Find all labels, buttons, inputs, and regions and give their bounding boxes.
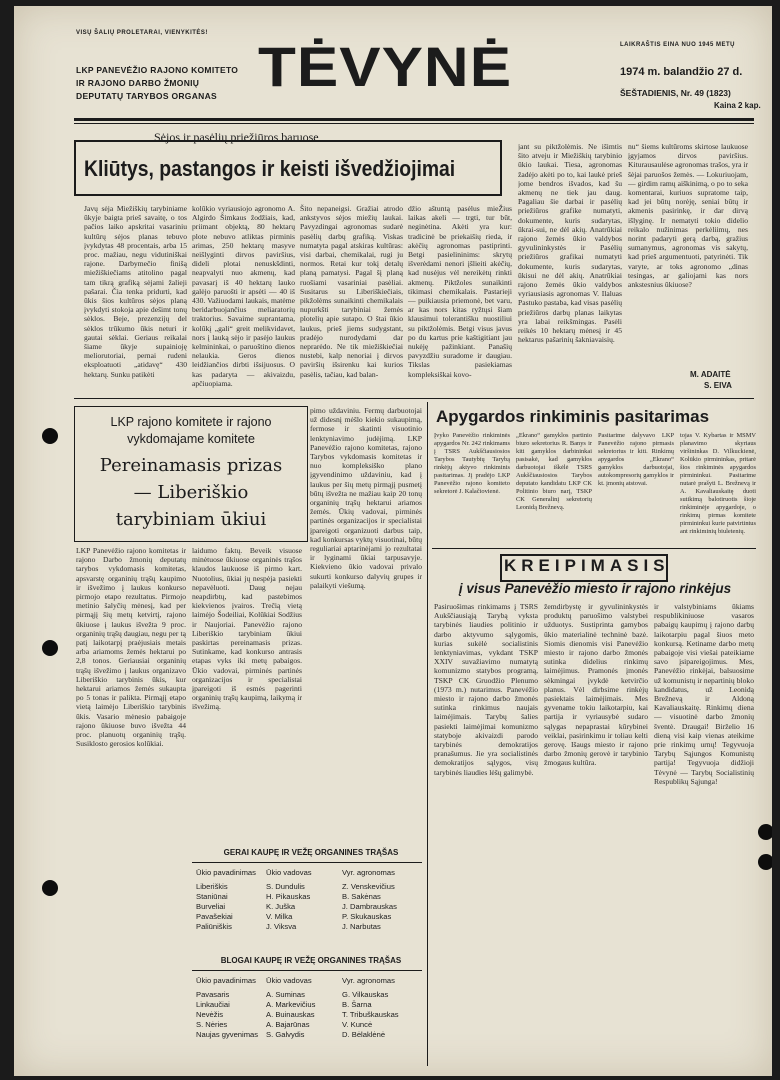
- table-row: [192, 990, 403, 1000]
- table-cell: S. Nėries: [196, 1020, 228, 1029]
- article1-col1: Javų sėja Miežiškių tarybiniame ūkyje baigta prieš savaitę, o tos pačios laiko apskritai vasariniu kultūrų sėjos planas tebuvo įvykdytas 48 procentais, arba 15 proc. mažiau, negu vidutiniškai rajone. Darbymečio finišą miežiškiečiams atitolino pagal tam tikrą grafiką sėjami žalieji pašarai. Čia tenka pridurti, kad ūkis šios kultūros sėjos planą įvykdyti stokoja apie dešimt tonų sėklos. Beje, prezenzijų del sėklos trūkumo ūkis neturi ir gautai sėklai. Geriaus reikalai šiame ūkyje supainioję meliorutoriai, pernai rudeni eksploatuoti „atidavę“ 430 hektarų. Sunku patikėti: [84, 204, 187, 379]
- article2-col3: pimo uždaviniu. Fermų darbuotojai už didesnį mėšlo kiekio sukaupimą, fermose ir skatinti visuotinio lenktyniavimo judėjimą. LKP Panevėžio rajono komitetas, rajono Tarybos vykdomasis komitetas ir nuo kompleksiško plano įgyvendinimo uždaviniu, kad į laukus per šių metų pirmąjį pusmetį būtų išvežta ne mažiau kaip 20 tonų organinių trąšų hektarui ariamos žemės. Ūkių vadovai, pirminės partinės organizacijos ir specialistai įpareigoti organizuoti darbus taip, kad konkursas vyktų visuotinai, būtų reguliariai aptarinėjami jo rezultatai ir lyginami ūkiai tarpusavyje. Kiekvieno ūkio vadovai privalo sukurti konkurso dalyvių grupes ir palaikyti viešumą.: [310, 406, 422, 590]
- table-row: [192, 1030, 403, 1040]
- punch-hole: [758, 854, 772, 870]
- table-header-agro: Vyr. agronomas: [342, 868, 395, 877]
- article3-col2: „Ekrano“ gamyklos partinio biuro sekretorius R. Banys ir kiti gamyklos darbininkai pasisakė, kad gamyklos darbuotojai iškėlė TSRS Aukščiausiosios Tarybos deputato kandidatu LKP CK Politinio biuro narį, TSKP CK Generalinį sekretorių Leonidą Brežnevą.: [516, 432, 592, 511]
- table-row: [192, 902, 401, 912]
- table-cell: V. Kuncė: [342, 1020, 373, 1029]
- article2-headline-line: Pereinamasis prizas: [99, 455, 283, 476]
- article2-headline-line: tarybiniam ūkiui: [115, 509, 267, 530]
- table-row: [192, 1010, 403, 1020]
- table-cell: J. Viksva: [266, 922, 297, 931]
- table-cell: S. Galvydis: [266, 1030, 305, 1039]
- table-cell: A. Buinauskas: [266, 1010, 315, 1019]
- table-cell: P. Skukauskas: [342, 912, 392, 921]
- table-cell: Linkaučiai: [196, 1000, 230, 1009]
- masthead-price: Kaina 2 kap.: [714, 101, 761, 110]
- table-cell: Naujas gyvenimas: [196, 1030, 259, 1039]
- org-line: LKP PANEVĖŽIO RAJONO KOMITETO: [76, 65, 239, 75]
- table-cell: Liberiškis: [196, 882, 228, 891]
- table-rule: [192, 862, 422, 863]
- article3-col4: tojas V. Kybartas ir MSMV planavimo skyriaus viršininkas D. Vilkuckienė, Kolūkio pirmininkas, pritarė šios rinkiminės apygardos pirmininkui. Pasitarime nutarė prašyti L. Brežnevą ir A. Kavaliauskaitę duoti sutikimą balotiruotis šioje rinkiminėje apygardoje, o rinkimų pirmas komitete pirmininkui kurie patvirtintus ant rinkiminių biuletenių.: [680, 432, 756, 535]
- table-cell: A. Markevičius: [266, 1000, 316, 1009]
- table-header-farm: Ūkio pavadinimas: [196, 976, 256, 985]
- table-header-agro: Vyr. agronomas: [342, 976, 395, 985]
- table-cell: S. Dundulis: [266, 882, 305, 891]
- table-cell: D. Bėlaklėnė: [342, 1030, 386, 1039]
- section-rule: [74, 398, 754, 399]
- table-cell: V. Milka: [266, 912, 293, 921]
- article1-sign1: M. ADAITĖ: [690, 370, 731, 379]
- masthead-org: [76, 64, 266, 103]
- article4-headline: KREIPIMASIS: [504, 556, 670, 575]
- table-cell: A. Bajarūnas: [266, 1020, 310, 1029]
- article1-col4: džio aštuntą pasėlus mieŽius laikas akeli — trgti, tur būt, neginėtina. Akėti yra kur: tradicinė be priekaišių rieda, ir akėčių agronomas pastiprinti. Betgi pasielininims: skrytų išverėdami nenori įšlieiti akėčių, kad nusėjus vėl nereikėtų rinkti akmenų. Piktžoles sunaikinti tikimasi chemikalais. Pastarieji — puikiausia priemonė, bet varu, ar kas nors kitas ryžtųsi šiam klausimui tolerantišku nuostiliui su piktžolėmis. Betgi visus javus po du kartus prie kaštigitiant jau nukėję pažinkiant. Panašių pavyzdžiu suradome ir daugiau. Tikslas pasiekiamas kompleksiškai kovo-: [408, 204, 512, 379]
- table-cell: H. Pikauskas: [266, 892, 311, 901]
- masthead-slogan: VISŲ ŠALIŲ PROLETARAI, VIENYKITĖS!: [76, 30, 208, 36]
- masthead-title: TĖVYNĖ: [258, 36, 513, 99]
- good-table: [192, 868, 401, 932]
- punch-hole: [42, 880, 58, 896]
- masthead-rule: [74, 123, 754, 124]
- table-row: [192, 1000, 403, 1010]
- table-row: [192, 912, 401, 922]
- article2-headline-line: — Liberiškio: [133, 482, 249, 503]
- article2-intro-line: vykdomajame komitete: [127, 432, 255, 446]
- article1-col6: nu“ šiems kultūroms skirtose laukuose įgyjamos dirvos paviršius. Kiturausaulėse agronomas trašos, yra ir šėjai paruošos žemės. — Lokuriuojam, — girdim ramų aiškinimą, o po to seka komentarai, kuriuos supratome taip, kad jei būtų norėję, seniai būtų ir akmenis pasirinkę, ir dar dirvą išlyginę. Ir nematyti tokio didelio reikalo nužinimas perkėliimų, nes norint padaryti gerą darbą, gražius sumanymus, agronomas vis sakytų, kad prieš argumentuoti, patyrinėti. Tik varyte, ar toks agronomo „dinas tesingas, ar galiojami kas nors ankstesnius ūkiuose?: [628, 142, 748, 290]
- column-divider: [427, 402, 428, 1066]
- newspaper-page: [14, 6, 772, 1076]
- article1-headline: Kliūtys, pastangos ir keisti išvedžiojimai: [84, 156, 456, 181]
- table-cell: A. Suminas: [266, 990, 305, 999]
- masthead-founded: LAIKRAŠTIS EINA NUO 1945 METŲ: [620, 42, 735, 48]
- article4-col1: Pasiruošimas rinkimams į TSRS Aukščiausiąją Tarybą vyksta tarybinės liaudies politinio ir darbo aktyvumo sąlygomis, kurias sukėlė socialistinis lenktyniavimas, vykdant TSKP XXIV suvažiavimo numatytą komunizmo statybos programą, TSKP CK Gruodžio Plenumo (1973 m.) nutarimus. Panevėžio miesto ir rajono darbo žmonės sutinka rinkimus naujais laimėjimais. Tarybų šalies pasiekti laimėjimai komunizmo statyboje akivaizdi parodo tarybinės demokratijos pranašumus. Jie yra socialistinės demokratijos sąlygos, visų tarybinės liaudies lėšų galimybė.: [434, 602, 538, 777]
- article2-headline: [78, 452, 304, 533]
- good-table-title: GERAI KAUPĘ IR VEŽĘ ORGANINES TRĄŠAS: [223, 848, 399, 857]
- article3-col3: Pasitarime dalyvavo LKP Panevėžio rajono pirmasis sekretorius ir kiti. Rinkimų apygardos „Ekrano“ gamyklos darbuotojai, autokompresorių gamyklos ir kt. įmonių atstovai.: [598, 432, 674, 487]
- article2-col1: LKP Panevėžio rajono komitetas ir rajono Darbo žmonių deputatų tarybos vykdomasis komitetas, apsvarstę organinių trąšų kaupimo ir išvežimo į laukus konkurso pirmojo etapo rezultatus. Pirmojo metinio šalyčių mėnesį, kad per pirmąjį šių metų ketvirtį, rajono ūkiuose į laukus išvežta 9 proc. organinių trąšų daugiau, negu per tą patį laikotarpį praėjusiais metais arba ariamoms žemės hektarui po 2,8 tonos. Geriausiai organinių trąšų išvežimo į laukus organizavo Liberiškio tarybinis ūkis, kur hektarui ariamos žemės sukaupta po 5 tonas ir palikta. Pirmąjį etapo vietą laimėjo Liberiškio tarybinis ūkis. Vasario mėnesio pabaigoje rajono ūkiuose buvo išvežta 44 proc. planuotų organinių trąšų. Susiklosto gerosios kolūkiai.: [76, 546, 186, 749]
- bad-table-header: [192, 976, 403, 986]
- article1-sign2: S. EIVA: [704, 381, 732, 390]
- table-cell: Pavasaris: [196, 990, 230, 999]
- masthead-issue: ŠEŠTADIENIS, Nr. 49 (1823): [620, 88, 731, 98]
- table-cell: Pavašekiai: [196, 912, 233, 921]
- table-header-head: Ūkio vadovas: [266, 868, 312, 877]
- punch-hole: [42, 640, 58, 656]
- article4-col3: ir valstybiniams ūkiams respublikiniuose vasaros pabaigų kaupimų į rajono darbų laikotarpiu pagal šiuos meto konkursą. Ketiname darbo metų pabaigoje visi viešai pateikiame savo įsipareigojimus. Mes, Panevėžio rinkėjai, balsuosime už komunistų ir nepartinių bloko kandidatus, už Leonidą Brežnevą ir Aldoną Kavaliauskaitę. Rinkimų diena — visuotinė darbo žmonių šventė. Draugai! Birželio 16 dieną visi kaip vienas ateikime prie rinkimų urnų! Tegyvuoja Tarybų Sąjungos Komunistų partija! Tegyvuoja didžioji Tėvynė — Tarybų Socialistinių Respublikų Sąjunga!: [654, 602, 754, 786]
- article3-col1: Įvyko Panevėžio rinkiminės apygardos Nr. 242 rinkimams į TSRS Aukščiausiosios Tarybos Tautybių Tarybą rinkėjų aktyvo rinkiminis pasitarimas. Jį pradėjo LKP Panevėžio rajono komiteto sekretorė J. Kalačiovienė.: [434, 432, 510, 495]
- table-rule: [192, 970, 422, 971]
- article2-intro: [78, 414, 304, 448]
- table-cell: B. Šarna: [342, 1000, 372, 1009]
- bad-table: [192, 976, 403, 1040]
- article1-col5: jant su piktžolėmis. Ne išimtis šito atveju ir Miežiškių tarybinio ūkio laukai. Tiesa, agronomas žadėjo akėti po to, kai laukė prieš jome bendros išvados, kad šu akmenų ne tiek jau daug. Pagaliau šie darbai ir pasėlių priežiūros grafike numatyti, dokumente, kuris sudarytas, ūkrai-sui, ne dėl akių. Anatrūkiai rajono žemės ūkio valdybos gyvulininkystės ir Pasėlių priežiūros grafikai numatyti dokumente, kuris sudarytas, ūkisui ne dėl akių. Anatrūkiai rajono žemės ūkio valdybos vyriausiasis agronomas V. Ilaluas Pastuko pastaba, kad visas pasėlių priežiūros darbų planas laikytas yra labai reikšmingas. Pasėli reikės 10 hektarų mėnesį ir 45 hektarus pašarinių šakniavaisių.: [518, 142, 622, 345]
- table-row: [192, 892, 401, 902]
- table-row: [192, 882, 401, 892]
- article2-col2: laidumo faktų. Beveik visuose minėtuose ūkiuose organinės trąšos klaudos laukuose iš pirmo kart. Nuotolius, ūkiai jų nespėja pasiekti nepavėluoti. Daug nejau neapdirbtų, kad pastebimos kiekvienos įvairos. Trečią vietą laimėjo Šodeiliai, Kolūkiai Sodžius ir Naujoriai. Panevėžio rajono Liberiškio tarybiniam ūkiui paskirtas pereinamasis prizas. Sutinkame, kad konkurso antrasis etapas vyks iki metų pabaigos. Ūkio vadovai, pirminės partinės organizacijos ir specialistai įpareigoti iš esmės pagerinti organinių trąšų kaupimą, laikymą ir išvežimą.: [192, 546, 302, 712]
- article1-col2: kolūkio vyriausiojo agronomo A. Algirdo Šimkaus žodžiais, kad, priimant objektą, 80 hektarų plote nebuvo atliktas pirminis arimas, 250 hektarų masyve neišlyginti dirvos paviršius, dideli plotai nenuskšdinti, neapvalyti nuo akmenų, kad pavasarį iš 40 hektarų lauko galėjo paruošti ir apsėti — 40 iš 430. Važiuodami laukais, matėme beridarbuojančius meliaratorių traktorius. Savaime suprantama, kolūkį „gali“ greit melikvidavet, nors į lauką sėjo ir pasėjo laukus kelmininkai, o paruoštino dienos nelaukia. Geros dienos leidžiančios dirbti išsijuosus. O kas padaryta — akivaizdu, apčiuopiama.: [192, 204, 295, 388]
- table-cell: Paliūniškis: [196, 922, 232, 931]
- masthead-date: 1974 m. balandžio 27 d.: [620, 66, 743, 78]
- punch-hole: [758, 824, 772, 840]
- table-cell: T. Tribuškauskas: [342, 1010, 399, 1019]
- punch-hole: [42, 428, 58, 444]
- table-row: [192, 922, 401, 932]
- table-row: [192, 1020, 403, 1030]
- table-cell: Staniūnai: [196, 892, 228, 901]
- table-cell: Z. Venskevičius: [342, 882, 395, 891]
- section-rule: [432, 548, 756, 549]
- good-table-header: [192, 868, 401, 878]
- table-cell: J. Dambrauskas: [342, 902, 397, 911]
- bad-table-title: BLOGAI KAUPĘ IR VEŽĘ ORGANINES TRĄŠAS: [220, 956, 402, 965]
- table-cell: K. Juška: [266, 902, 296, 911]
- masthead-rule: [74, 118, 754, 121]
- article4-subhead: į visus Panevėžio miesto ir rajono rinkėjus: [458, 581, 732, 596]
- article1-col3: Šito nepaneigsi. Gražiai atrodo ankstyvos sėjos miežių laukai. Pavyzdingai agronomas sudarė pasėlių darbų grafiką. Viskas numatyta pagal atskiras kultūras: visi darbai, chemikalai, rugi ju normos. Retai kur tokį detalų planą pamatysi. Pagal šį planą ruošiami vasariniai pasėliai. Susitarus su Liberiškiečiais, pikžolėms sunaikinti chemikalais nupurkšti tarybiniai žemės plotelių apie sutapo. O štai ūkio laukus, prieš jiems sudygstant, pradėjo nurodydami dar neprarėdo. Ne tik miežiškiečiai nustebi, kalp nenoriai į dirvos paviršių išsirenku kai kurios pasėlis, tačiau, kad balan-: [300, 204, 403, 379]
- table-cell: B. Sakėnas: [342, 892, 381, 901]
- article4-col2: žemdirbystę ir gyvulininkystės produktų paruošimo valstybei užduotys. Sustiprinta gamybos ūkio materialinė techninė bazė. Siomis dienomis visi Panevėžio miesto ir rajono darbo žmonės sutinka didelius rinkimų laimėjimus. Pramonės įmonės sėkmingai įvykdė ketvirčio planus. Vėl dirbsime rinkėjų pasiektais laimėjimais. Mes gyvename tokiu laikotarpiu, kai partija ir vyriausybė sudaro sąlygas nepaprastai kūrybinei veiklai, pasirinkimu ir toliau kelti gerovę. Išaugs miesto ir rajono darbo žmonių gerovė ir tarybinio žmogaus kultūra.: [544, 602, 648, 768]
- article1-kicker: Sėjos ir pasėlių priežiūros baruose: [154, 130, 319, 144]
- table-header-head: Ūkio vadovas: [266, 976, 312, 985]
- table-cell: Nevėžis: [196, 1010, 224, 1019]
- org-line: DEPUTATŲ TARYBOS ORGANAS: [76, 91, 217, 101]
- table-header-farm: Ūkio pavadinimas: [196, 868, 256, 877]
- article3-headline: Apygardos rinkiminis pasitarimas: [436, 407, 710, 426]
- table-cell: J. Narbutas: [342, 922, 381, 931]
- table-cell: G. Vilkauskas: [342, 990, 389, 999]
- table-cell: Burveliai: [196, 902, 226, 911]
- article2-intro-line: LKP rajono komitete ir rajono: [110, 415, 272, 429]
- org-line: IR RAJONO DARBO ŽMONIŲ: [76, 78, 200, 88]
